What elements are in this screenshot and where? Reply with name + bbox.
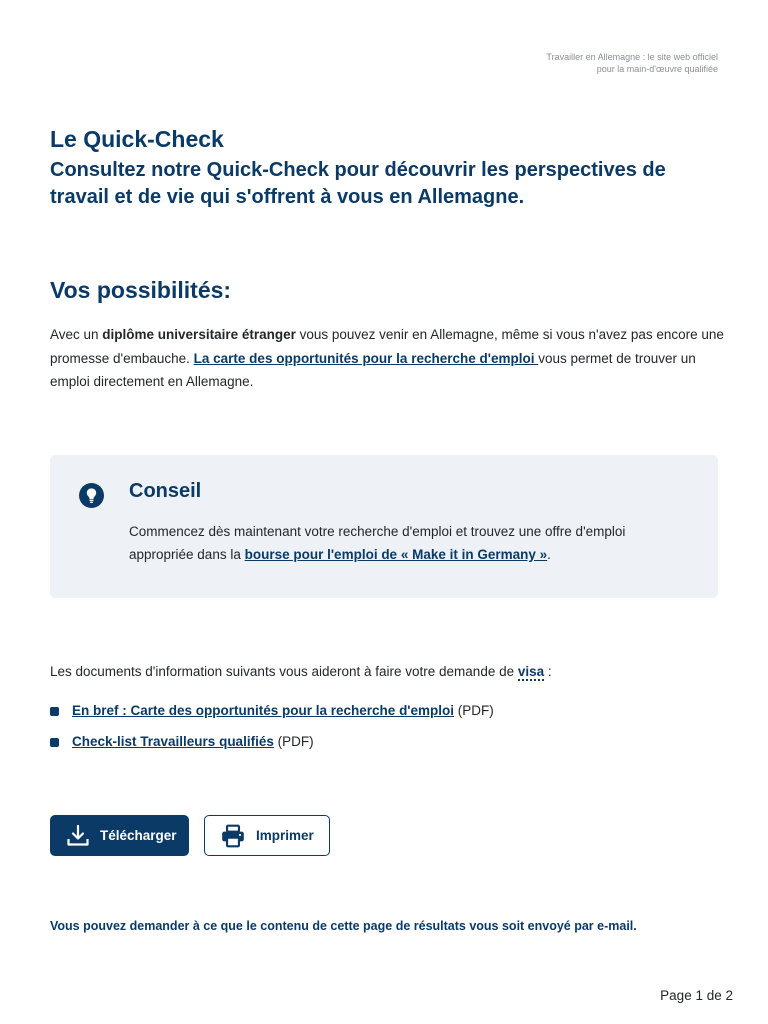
list-item xyxy=(50,730,494,761)
page-number: Page 1 de 2 xyxy=(660,988,733,1003)
print-label: Imprimer xyxy=(256,828,314,843)
lightbulb-icon xyxy=(79,483,104,508)
download-icon xyxy=(66,824,90,848)
document-format: (PDF) xyxy=(273,734,314,749)
possibilities-paragraph xyxy=(50,323,730,394)
list-item xyxy=(50,699,494,730)
site-tagline xyxy=(418,51,718,75)
possibilities-text-2: vous pouvez venir en Allemagne, même si vous n'avez pas encore une promesse d'embauche. xyxy=(50,327,724,366)
printer-icon xyxy=(220,823,246,849)
tip-title: Conseil xyxy=(129,480,202,502)
documents-list xyxy=(50,699,494,761)
possibilities-bold-text: diplôme universitaire étranger xyxy=(102,327,296,342)
page-title: Le Quick-Check xyxy=(50,126,224,152)
tip-text-1: Commencez dès maintenant votre recherche d'emploi et trouvez une offre d'emploi appropriée dans la xyxy=(129,524,626,562)
document-link-checklist[interactable]: Check-list Travailleurs qualifiés xyxy=(72,734,274,749)
bullet-icon xyxy=(50,707,59,716)
job-board-link[interactable]: bourse pour l'emploi de « Make it in Germany » xyxy=(244,547,548,562)
tagline-line-2: pour la main-d'œuvre qualifiée xyxy=(596,64,718,74)
document-format: (PDF) xyxy=(454,703,494,718)
bullet-icon xyxy=(50,738,59,747)
download-button[interactable] xyxy=(50,815,189,856)
print-button[interactable] xyxy=(204,815,330,856)
tip-text-2: . xyxy=(547,547,551,562)
document-link-overview[interactable]: En bref : Carte des opportunités pour la recherche d'emploi xyxy=(72,703,455,718)
email-note: Vous pouvez demander à ce que le contenu de cette page de résultats vous soit envoyé par e-mail. xyxy=(50,919,637,933)
tagline-line-1: Travailler en Allemagne : le site web officiel xyxy=(546,52,718,62)
possibilities-text-1: Avec un xyxy=(50,327,103,342)
documents-intro-text: Les documents d'information suivants vous aideront à faire votre demande de xyxy=(50,664,518,679)
visa-link[interactable]: visa xyxy=(517,664,545,679)
tip-box xyxy=(50,455,718,598)
documents-intro-end: : xyxy=(544,664,552,679)
opportunity-card-link[interactable]: La carte des opportunités pour la recherche d'emploi xyxy=(193,350,539,366)
possibilities-text-3: vous permet de trouver un emploi directement en Allemagne. xyxy=(50,350,696,389)
documents-intro xyxy=(50,660,730,683)
tip-text xyxy=(129,520,689,566)
possibilities-heading: Vos possibilités: xyxy=(50,277,232,303)
page-subtitle: Consultez notre Quick-Check pour découvrir les perspectives de travail et de vie qui s'offrent à vous en Allemagne. xyxy=(50,159,666,208)
download-label: Télécharger xyxy=(100,828,177,843)
